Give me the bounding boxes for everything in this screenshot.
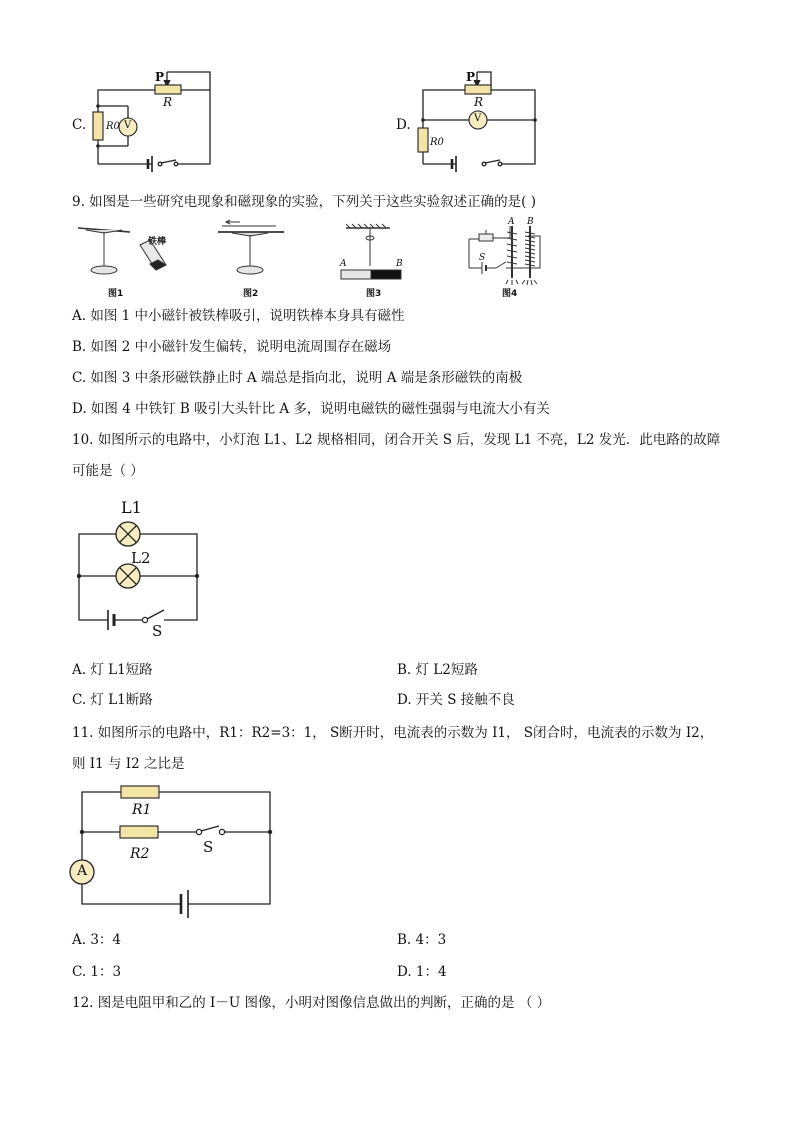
d-voltmeter-label: V xyxy=(474,113,482,124)
d-rheostat-r-label: R xyxy=(474,95,484,109)
fig4-s-label: S xyxy=(479,253,486,263)
q11-ammeter-label: A xyxy=(77,863,88,879)
q11-r1-label: R1 xyxy=(132,802,152,818)
c-slider-p-label: P xyxy=(155,70,165,84)
fig4-a-label: A xyxy=(508,217,515,227)
q10-option-a[interactable]: A. 灯 L1短路 xyxy=(72,662,153,678)
iron-rod-label: 铁棒 xyxy=(148,237,167,247)
q11-s-label: S xyxy=(203,838,214,856)
fig3-b-end-label: B xyxy=(396,259,403,269)
q11-option-d[interactable]: D. 1：4 xyxy=(397,964,447,980)
q10-l2-label: L2 xyxy=(131,549,151,567)
c-voltmeter-label: V xyxy=(124,120,132,131)
d-slider-p-label: P xyxy=(466,70,476,84)
q11-stem-line2: 则 I1 与 I2 之比是 xyxy=(72,756,185,772)
c-rheostat-r-label: R xyxy=(163,95,173,109)
q10-s-label: S xyxy=(152,622,163,640)
q11-stem-line1: 11. 如图所示的电路中，R1：R2=3：1， S断开时，电流表的示数为 I1， S闭合时，电流表的示数为 I2， xyxy=(72,725,714,741)
c-r0-label: R0 xyxy=(106,121,120,132)
q10-option-d[interactable]: D. 开关 S 接触不良 xyxy=(397,692,515,708)
q9-option-d[interactable]: D. 如图 4 中铁钉 B 吸引大头针比 A 多，说明电磁铁的磁性强弱与电流大小有关 xyxy=(72,401,550,417)
option-c-label[interactable]: C. xyxy=(72,117,87,133)
fig3-caption: 图3 xyxy=(366,289,382,299)
q9-stem: 9. 如图是一些研究电现象和磁现象的实验，下列关于这些实验叙述正确的是( ) xyxy=(72,194,536,210)
fig4-caption: 图4 xyxy=(502,289,518,299)
q10-stem-line2: 可能是（ ） xyxy=(72,463,144,479)
d-r0-label: R0 xyxy=(430,137,444,148)
q9-option-c[interactable]: C. 如图 3 中条形磁铁静止时 A 端总是指向北，说明 A 端是条形磁铁的南极 xyxy=(72,370,523,386)
q9-option-b[interactable]: B. 如图 2 中小磁针发生偏转，说明电流周围存在磁场 xyxy=(72,339,392,355)
q10-option-c[interactable]: C. 灯 L1断路 xyxy=(72,692,153,708)
q10-stem-line1: 10. 如图所示的电路中，小灯泡 L1、L2 规格相同，闭合开关 S 后，发现 L1 不亮，L2 发光．此电路的故障 xyxy=(72,432,721,448)
fig4-b-label: B xyxy=(527,217,534,227)
q10-l1-label: L1 xyxy=(121,498,142,517)
q12-stem: 12. 图是电阻甲和乙的 I－U 图像，小明对图像信息做出的判断，正确的是 （ ） xyxy=(72,995,551,1011)
fig2-caption: 图2 xyxy=(243,289,259,299)
q11-option-a[interactable]: A. 3：4 xyxy=(72,932,122,948)
q11-r2-label: R2 xyxy=(130,846,150,862)
q11-option-b[interactable]: B. 4：3 xyxy=(397,932,447,948)
q9-option-a[interactable]: A. 如图 1 中小磁针被铁棒吸引，说明铁棒本身具有磁性 xyxy=(72,308,405,324)
option-d-label[interactable]: D. xyxy=(396,117,411,133)
fig1-caption: 图1 xyxy=(108,289,124,299)
q11-option-c[interactable]: C. 1：3 xyxy=(72,964,122,980)
fig3-a-end-label: A xyxy=(340,259,347,269)
q10-option-b[interactable]: B. 灯 L2短路 xyxy=(397,662,478,678)
